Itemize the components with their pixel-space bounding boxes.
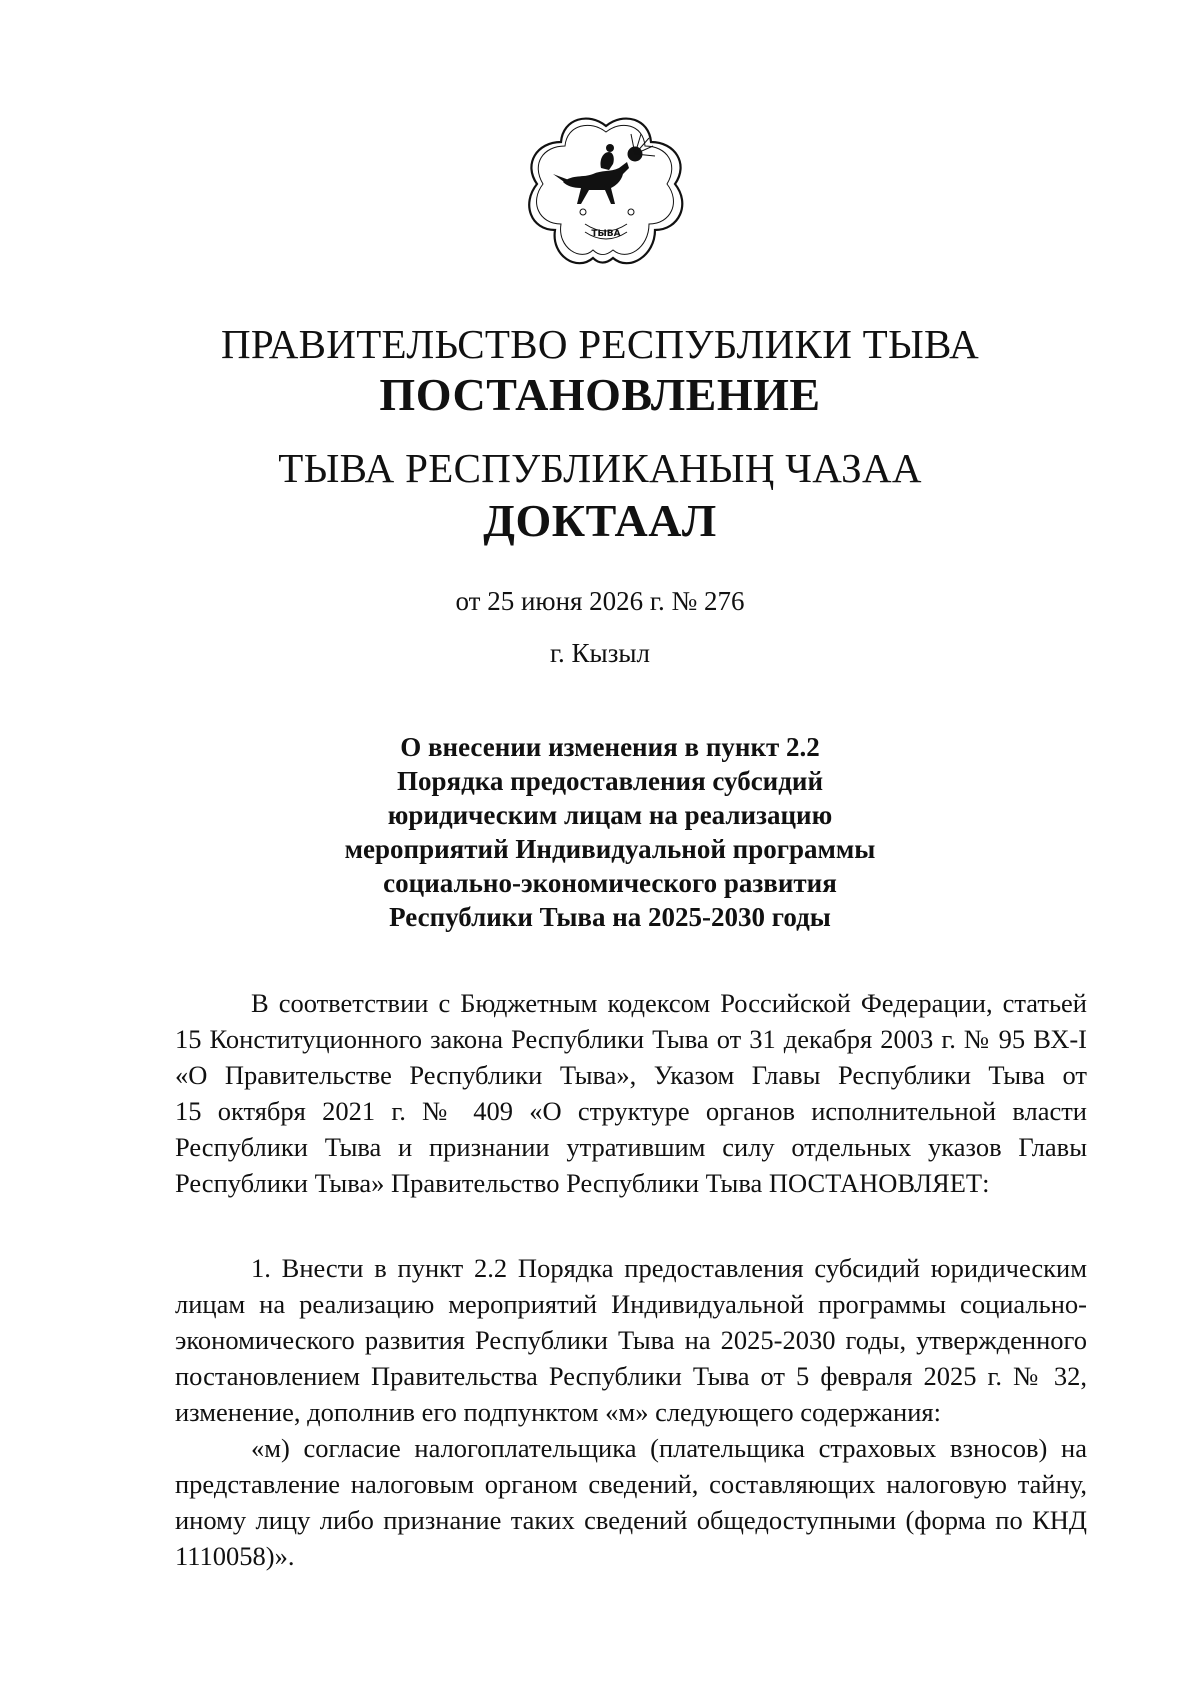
coat-of-arms-emblem	[523, 112, 689, 278]
text-line: изменение, дополнив его подпунктом «м» следующего содержания:	[175, 1397, 941, 1427]
text-line: Республики Тыва и признании утратившим силу отдельных указов Главы	[175, 1132, 1087, 1162]
text-line: В соответствии с Бюджетным кодексом Российской Федерации, статьей	[251, 988, 1087, 1018]
text-line: Республики Тыва» Правительство Республики Тыва ПОСТАНОВЛЯЕТ:	[175, 1168, 990, 1198]
title-line: юридическим лицам на реализацию	[387, 800, 833, 830]
city: г. Кызыл	[550, 638, 650, 668]
text-line: 1. Внести в пункт 2.2 Порядка предоставления субсидий юридическим	[251, 1253, 1087, 1283]
text-line: 15 Конституционного закона Республики Тыва от 31 декабря 2003 г. № 95 ВХ-I	[175, 1024, 1087, 1054]
document-title	[330, 730, 890, 934]
title-line: Республики Тыва на 2025-2030 годы	[389, 902, 831, 932]
emblem-inscription: ТЫВА	[591, 229, 621, 239]
document-type-tyvan: ДОКТААЛ	[483, 495, 717, 546]
item-1-paragraph	[175, 1250, 1087, 1574]
text-line: иному лицу либо признание таких сведений общедоступными (форма по КНД	[175, 1505, 1087, 1535]
text-line: 1110058)».	[175, 1541, 295, 1571]
text-line: «м) согласие налогоплательщика (плательщика страховых взносов) на	[251, 1433, 1087, 1463]
preamble-paragraph	[175, 985, 1087, 1201]
title-line: Порядка предоставления субсидий	[396, 766, 824, 796]
document-type: ПОСТАНОВЛЕНИЕ	[379, 369, 821, 420]
text-line: лицам на реализацию мероприятий Индивидуальной программы социально-	[175, 1289, 1087, 1319]
title-line: О внесении изменения в пункт 2.2	[400, 732, 820, 762]
title-line: социально-экономического развития	[383, 868, 837, 898]
title-line: мероприятий Индивидуальной программы	[344, 834, 876, 864]
government-name: ПРАВИТЕЛЬСТВО РЕСПУБЛИКИ ТЫВА	[220, 321, 980, 367]
text-line: «О Правительстве Республики Тыва», Указом Главы Республики Тыва от	[175, 1060, 1087, 1090]
date-and-number: от 25 июня 2026 г. № 276	[455, 586, 745, 616]
text-line: 15 октября 2021 г. № 409 «О структуре органов исполнительной власти	[175, 1096, 1087, 1126]
government-name-tyvan: ТЫВА РЕСПУБЛИКАНЫҢ ЧАЗАА	[278, 445, 922, 491]
text-line: экономического развития Республики Тыва на 2025-2030 годы, утвержденного	[175, 1325, 1087, 1355]
text-line: представление налоговым органом сведений, составляющих налоговую тайну,	[175, 1469, 1087, 1499]
text-line: постановлением Правительства Республики Тыва от 5 февраля 2025 г. № 32,	[175, 1361, 1087, 1391]
